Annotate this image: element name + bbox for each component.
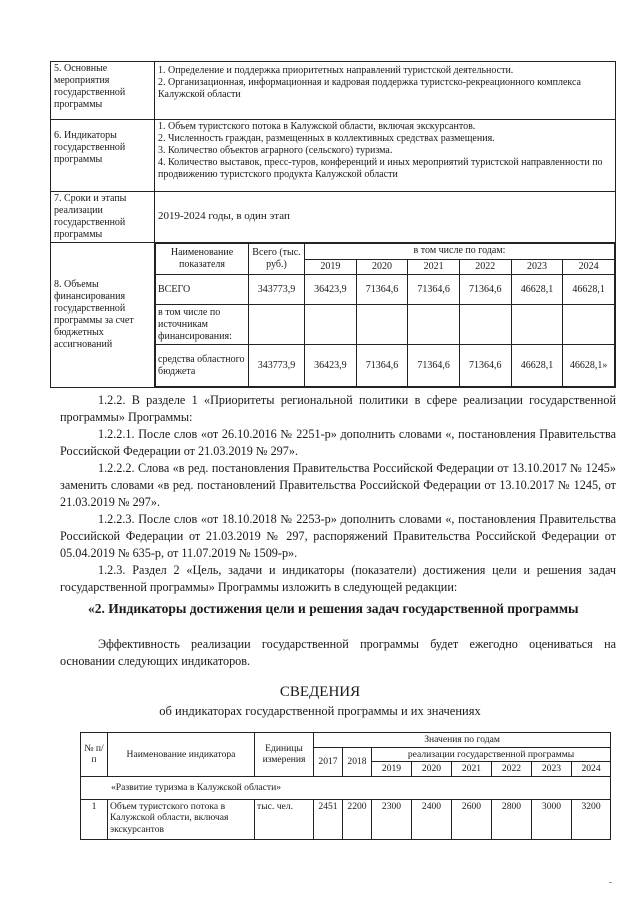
row-value: 71364,6: [408, 345, 460, 387]
year-header: 2023: [511, 259, 563, 275]
list-item: 4. Количество выставок, пресс-туров, конференций и иных мероприятий туристской направленности по продвижению туристского продукта Калужской области: [158, 157, 603, 180]
col-name-header: Наименование показателя: [156, 244, 249, 275]
table-row: [156, 275, 615, 305]
row-value: 71364,6: [356, 275, 408, 305]
paragraph: 1.2.2.1. После слов «от 26.10.2016 № 2251-р» дополнить словами «, постановления Правительства Российской Федерации от 21.03.2019 № 297».: [60, 427, 616, 458]
row-label: 6. Индикаторы государственной программы: [51, 120, 155, 192]
row-value: 3200: [572, 799, 611, 839]
row-value: 2400: [412, 799, 452, 839]
passport-row-7: [51, 192, 616, 243]
row-value: 2200: [343, 799, 372, 839]
row-value: 71364,6: [356, 345, 408, 387]
paragraph: 1.2.3. Раздел 2 «Цель, задачи и индикаторы (показатели) достижения цели и решения задач государственной программы» Программы изложить в следующей редакции:: [60, 563, 616, 594]
row-content: [155, 120, 616, 192]
row-content: 2019-2024 годы, в один этап: [155, 192, 616, 243]
list-item: 1. Определение и поддержка приоритетных направлений туристской деятельности.: [158, 65, 514, 76]
passport-row-8: [51, 243, 616, 388]
financing-cell: [155, 243, 616, 388]
col-impl-header: реализации государственной программы: [372, 747, 611, 762]
year-header: 2019: [305, 259, 357, 275]
row-value: 46628,1»: [563, 345, 615, 387]
row-name: ВСЕГО: [156, 275, 249, 305]
table-row: [81, 799, 611, 839]
row-value: 71364,6: [408, 275, 460, 305]
year-header: 2023: [532, 762, 572, 777]
row-value: 2600: [452, 799, 492, 839]
col-years-header: в том числе по годам:: [305, 244, 615, 260]
paragraph: 1.2.2. В разделе 1 «Приоритеты региональной политики в сфере реализации государственной программы» Программы:: [60, 393, 616, 424]
row-label: 7. Сроки и этапы реализации государственной программы: [51, 192, 155, 243]
row-num: 1: [81, 799, 108, 839]
financing-header-row: [156, 244, 615, 260]
col-num-header: № п/п: [81, 733, 108, 777]
row-value: 46628,1: [563, 275, 615, 305]
indicators-table: [80, 732, 611, 840]
year-header: 2020: [412, 762, 452, 777]
row-value: [408, 305, 460, 345]
intro-text: [60, 636, 616, 670]
financing-table: [155, 243, 615, 387]
col-values-header: Значения по годам: [314, 733, 611, 748]
row-value: 46628,1: [511, 345, 563, 387]
row-value: 3000: [532, 799, 572, 839]
year-header: 2022: [492, 762, 532, 777]
passport-row-6: [51, 120, 616, 192]
row-content: [155, 62, 616, 120]
row-label: 5. Основные мероприятия государственной программы: [51, 62, 155, 120]
paragraph: 1.2.2.2. Слова «в ред. постановления Правительства Российской Федерации от 13.10.2017 № 1245» заменить словами «в ред. постановлений Правительства Российской Федерации от 13.10.2017 № 1245, от 21.03.2019 № 297».: [60, 461, 616, 509]
row-value: [563, 305, 615, 345]
passport-row-5: [51, 62, 616, 120]
paragraph: Эффективность реализации государственной программы будет ежегодно оцениваться на основании следующих индикаторов.: [60, 637, 616, 668]
row-value: 46628,1: [511, 275, 563, 305]
scan-mark: [609, 882, 612, 883]
year-header: 2018: [343, 747, 372, 776]
row-total: [249, 305, 305, 345]
year-header: 2022: [459, 259, 511, 275]
year-header: 2024: [563, 259, 615, 275]
row-label: 8. Объемы финансирования государственной программы за счет бюджетных ассигнований: [51, 243, 155, 388]
year-header: 2024: [572, 762, 611, 777]
row-value: 2800: [492, 799, 532, 839]
row-value: [511, 305, 563, 345]
section-row: [81, 776, 611, 799]
row-value: 36423,9: [305, 345, 357, 387]
section-heading: «2. Индикаторы достижения цели и решения задач государственной программы: [88, 601, 579, 616]
row-unit: тыс. чел.: [255, 799, 314, 839]
section-title: «Развитие туризма в Калужской области»: [81, 776, 611, 799]
year-header: 2020: [356, 259, 408, 275]
list-item: 3. Количество объектов аграрного (сельского) туризма.: [158, 145, 393, 156]
row-value: [356, 305, 408, 345]
row-value: 71364,6: [459, 275, 511, 305]
row-name: в том числе по источникам финансирования:: [156, 305, 249, 345]
row-name: средства областного бюджета: [156, 345, 249, 387]
row-value: 2451: [314, 799, 343, 839]
amendment-text: [60, 392, 616, 596]
indicators-header-row: [81, 733, 611, 748]
col-name-header: Наименование индикатора: [108, 733, 255, 777]
svedeniya-subtitle: об индикаторах государственной программы и их значениях: [159, 704, 481, 718]
col-unit-header: Единицы измерения: [255, 733, 314, 777]
year-header: 2021: [452, 762, 492, 777]
row-total: 343773,9: [249, 345, 305, 387]
row-name: Объем туристского потока в Калужской области, включая экскурсантов: [108, 799, 255, 839]
row-value: 36423,9: [305, 275, 357, 305]
passport-table: [50, 61, 616, 388]
table-row: [156, 345, 615, 387]
col-total-header: Всего (тыс. руб.): [249, 244, 305, 275]
svedeniya-title: СВЕДЕНИЯ: [279, 684, 361, 700]
row-value: 2300: [372, 799, 412, 839]
paragraph: 1.2.2.3. После слов «от 18.10.2018 № 2253-р» дополнить словами «, постановления Правительства Российской Федерации от 21.03.2019 № 297, распоряжений Правительства Российской Федерации от 05.04.2019 № 635-р, от 11.07.2019 № 1509-р».: [60, 512, 616, 560]
list-item: 2. Численность граждан, размещенных в коллективных средствах размещения.: [158, 133, 495, 144]
row-value: 71364,6: [459, 345, 511, 387]
year-header: 2019: [372, 762, 412, 777]
row-total: 343773,9: [249, 275, 305, 305]
list-item: 1. Объем туристского потока в Калужской области, включая экскурсантов.: [158, 121, 476, 132]
table-row: [156, 305, 615, 345]
year-header: 2021: [408, 259, 460, 275]
row-value: [459, 305, 511, 345]
list-item: 2. Организационная, информационная и кадровая поддержка туристско-рекреационного комплекса Калужской области: [158, 77, 581, 100]
row-value: [305, 305, 357, 345]
year-header: 2017: [314, 747, 343, 776]
